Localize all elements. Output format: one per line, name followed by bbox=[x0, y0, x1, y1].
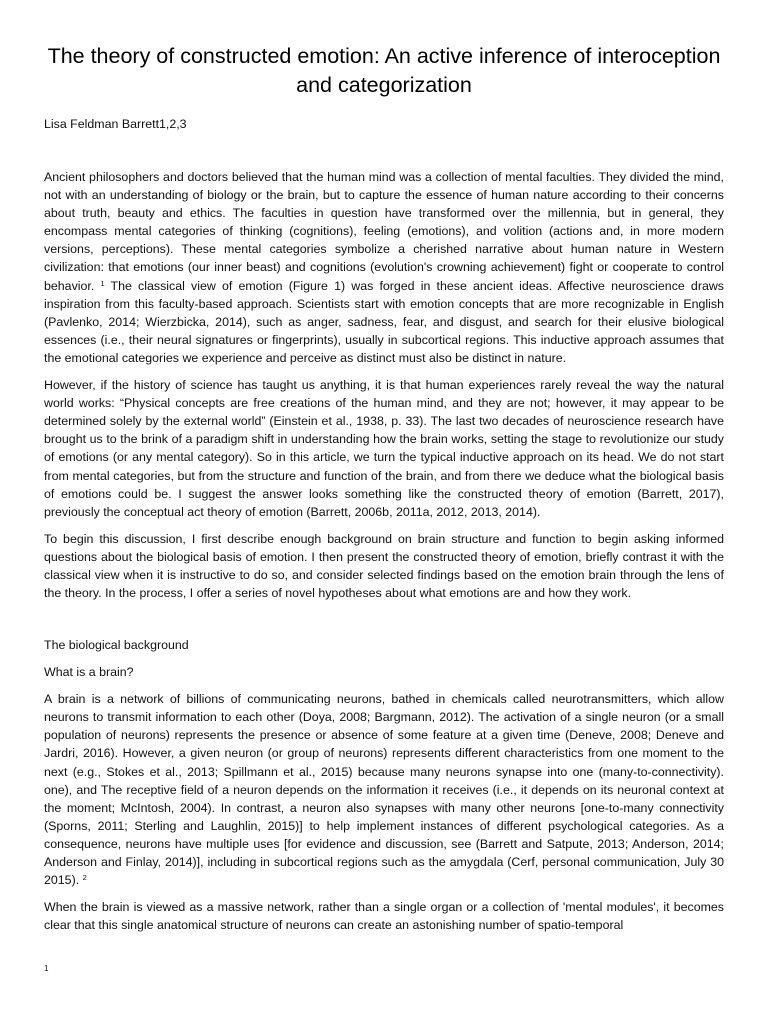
body-paragraph-2: However, if the history of science has taught us anything, it is that human experiences rarely reveal the way the natural world works: “Physical concepts are free creations of the human mind, and they are not; however, it may appear to be determined solely by the external world” (Einstein et al., 1938, p. 33). The last two decades of neuroscience research have brought us to the brink of a paradigm shift in understanding how the brain works, setting the stage to revolutionize our study of emotions (or any mental category). So in this article, we turn the typical inductive approach on its head. We do not start from mental categories, but from the structure and function of the brain, and from there we deduce what the biological basis of emotions could be. I suggest the answer looks something like the constructed theory of emotion (Barrett, 2017), previously the conceptual act theory of emotion (Barrett, 2006b, 2011a, 2012, 2013, 2014). bbox=[44, 378, 724, 519]
body-paragraph-1 bbox=[44, 168, 724, 367]
author-line: Lisa Feldman Barrett1,2,3 bbox=[44, 117, 187, 131]
paragraph-4-text: A brain is a network of billions of communicating neurons, bathed in chemicals called neurotransmitters, which allow neurons to transmit information to each other (Doya, 2008; Bargmann, 2012). The activation of a single neuron (or a small population of neurons) represents the presence or absence of some feature at a given time (Deneve, 2008; Deneve and Jardri, 2016). However, a given neuron (or group of neurons) represents different characteristics from one moment to the next (e.g., Stokes et al., 2013; Spillmann et al., 2015) because many neurons synapse into one (many-to-connectivity). one), and The receptive field of a neuron depends on the information it receives (i.e., it depends on its neuronal context at the moment; McIntosh, 2004). In contrast, a neuron also synapses with many other neurons [one-to-many connectivity (Sporns, 2011; Sterling and Laughlin, 2015)] to help implement instances of different psychological categories. As a consequence, neurons have multiple uses [for evidence and discussion, see (Barrett and Satpute, 2013; Anderson, 2014; Anderson and Finlay, 2014)], including in subcortical regions such as the amygdala (Cerf, personal communication, July 30 2015). bbox=[44, 692, 724, 888]
paragraph-1-text-b: The classical view of emotion (Figure 1) was forged in these ancient ideas. Affective neuroscience draws inspiration from this faculty-based approach. Scientists start with emotion concepts that are more recognizable in English (Pavlenko, 2014; Wierzbicka, 2014), such as anger, sadness, fear, and disgust, and search for their elusive biological essences (i.e., their neural signatures or fingerprints), usually in subcortical regions. This inductive approach assumes that the emotional categories we experience and perceive as distinct must also be distinct in nature. bbox=[44, 278, 724, 365]
body-paragraph-3: To begin this discussion, I first describe enough background on brain structure and function to begin asking informed questions about the biological basis of emotion. I then present the constructed theory of emotion, briefly contrast it with the classical view when it is instructive to do so, and consider selected findings based on the emotion brain through the lens of the theory. In the process, I offer a series of novel hypotheses about what emotions are and how they work. bbox=[44, 531, 724, 601]
subsection-heading: What is a brain? bbox=[44, 665, 134, 680]
footnote-ref-1: 1 bbox=[100, 278, 105, 288]
body-paragraph-5: When the brain is viewed as a massive network, rather than a single organ or a collection of 'mental modules', it becomes clear that this single anatomical structure of neurons can create an astonishing number of spatio-temporal bbox=[44, 900, 724, 933]
body-paragraph-4 bbox=[44, 690, 724, 889]
footnote-ref-2: 2 bbox=[82, 873, 87, 883]
footnote-marker: 1 bbox=[44, 964, 49, 973]
paragraph-1-text-a: Ancient philosophers and doctors believed that the human mind was a collection of mental faculties. They divided the mind, not with an understanding of biology or the brain, but to capture the essence of human nature according to their concerns about truth, beauty and ethics. The faculties in question have transformed over the millennia, but in general, they encompass mental categories of thinking (cognitions), feeling (emotions), and volition (actions and, in more modern versions, perceptions). These mental categories symbolize a cherished narrative about human nature in Western civilization: that emotions (our inner beast) and cognitions (evolution's crowning achievement) fight or cooperate to control behavior. bbox=[44, 170, 724, 293]
paper-title: The theory of constructed emotion: An active inference of interoception and categorization bbox=[47, 44, 721, 97]
section-heading: The biological background bbox=[44, 638, 189, 653]
